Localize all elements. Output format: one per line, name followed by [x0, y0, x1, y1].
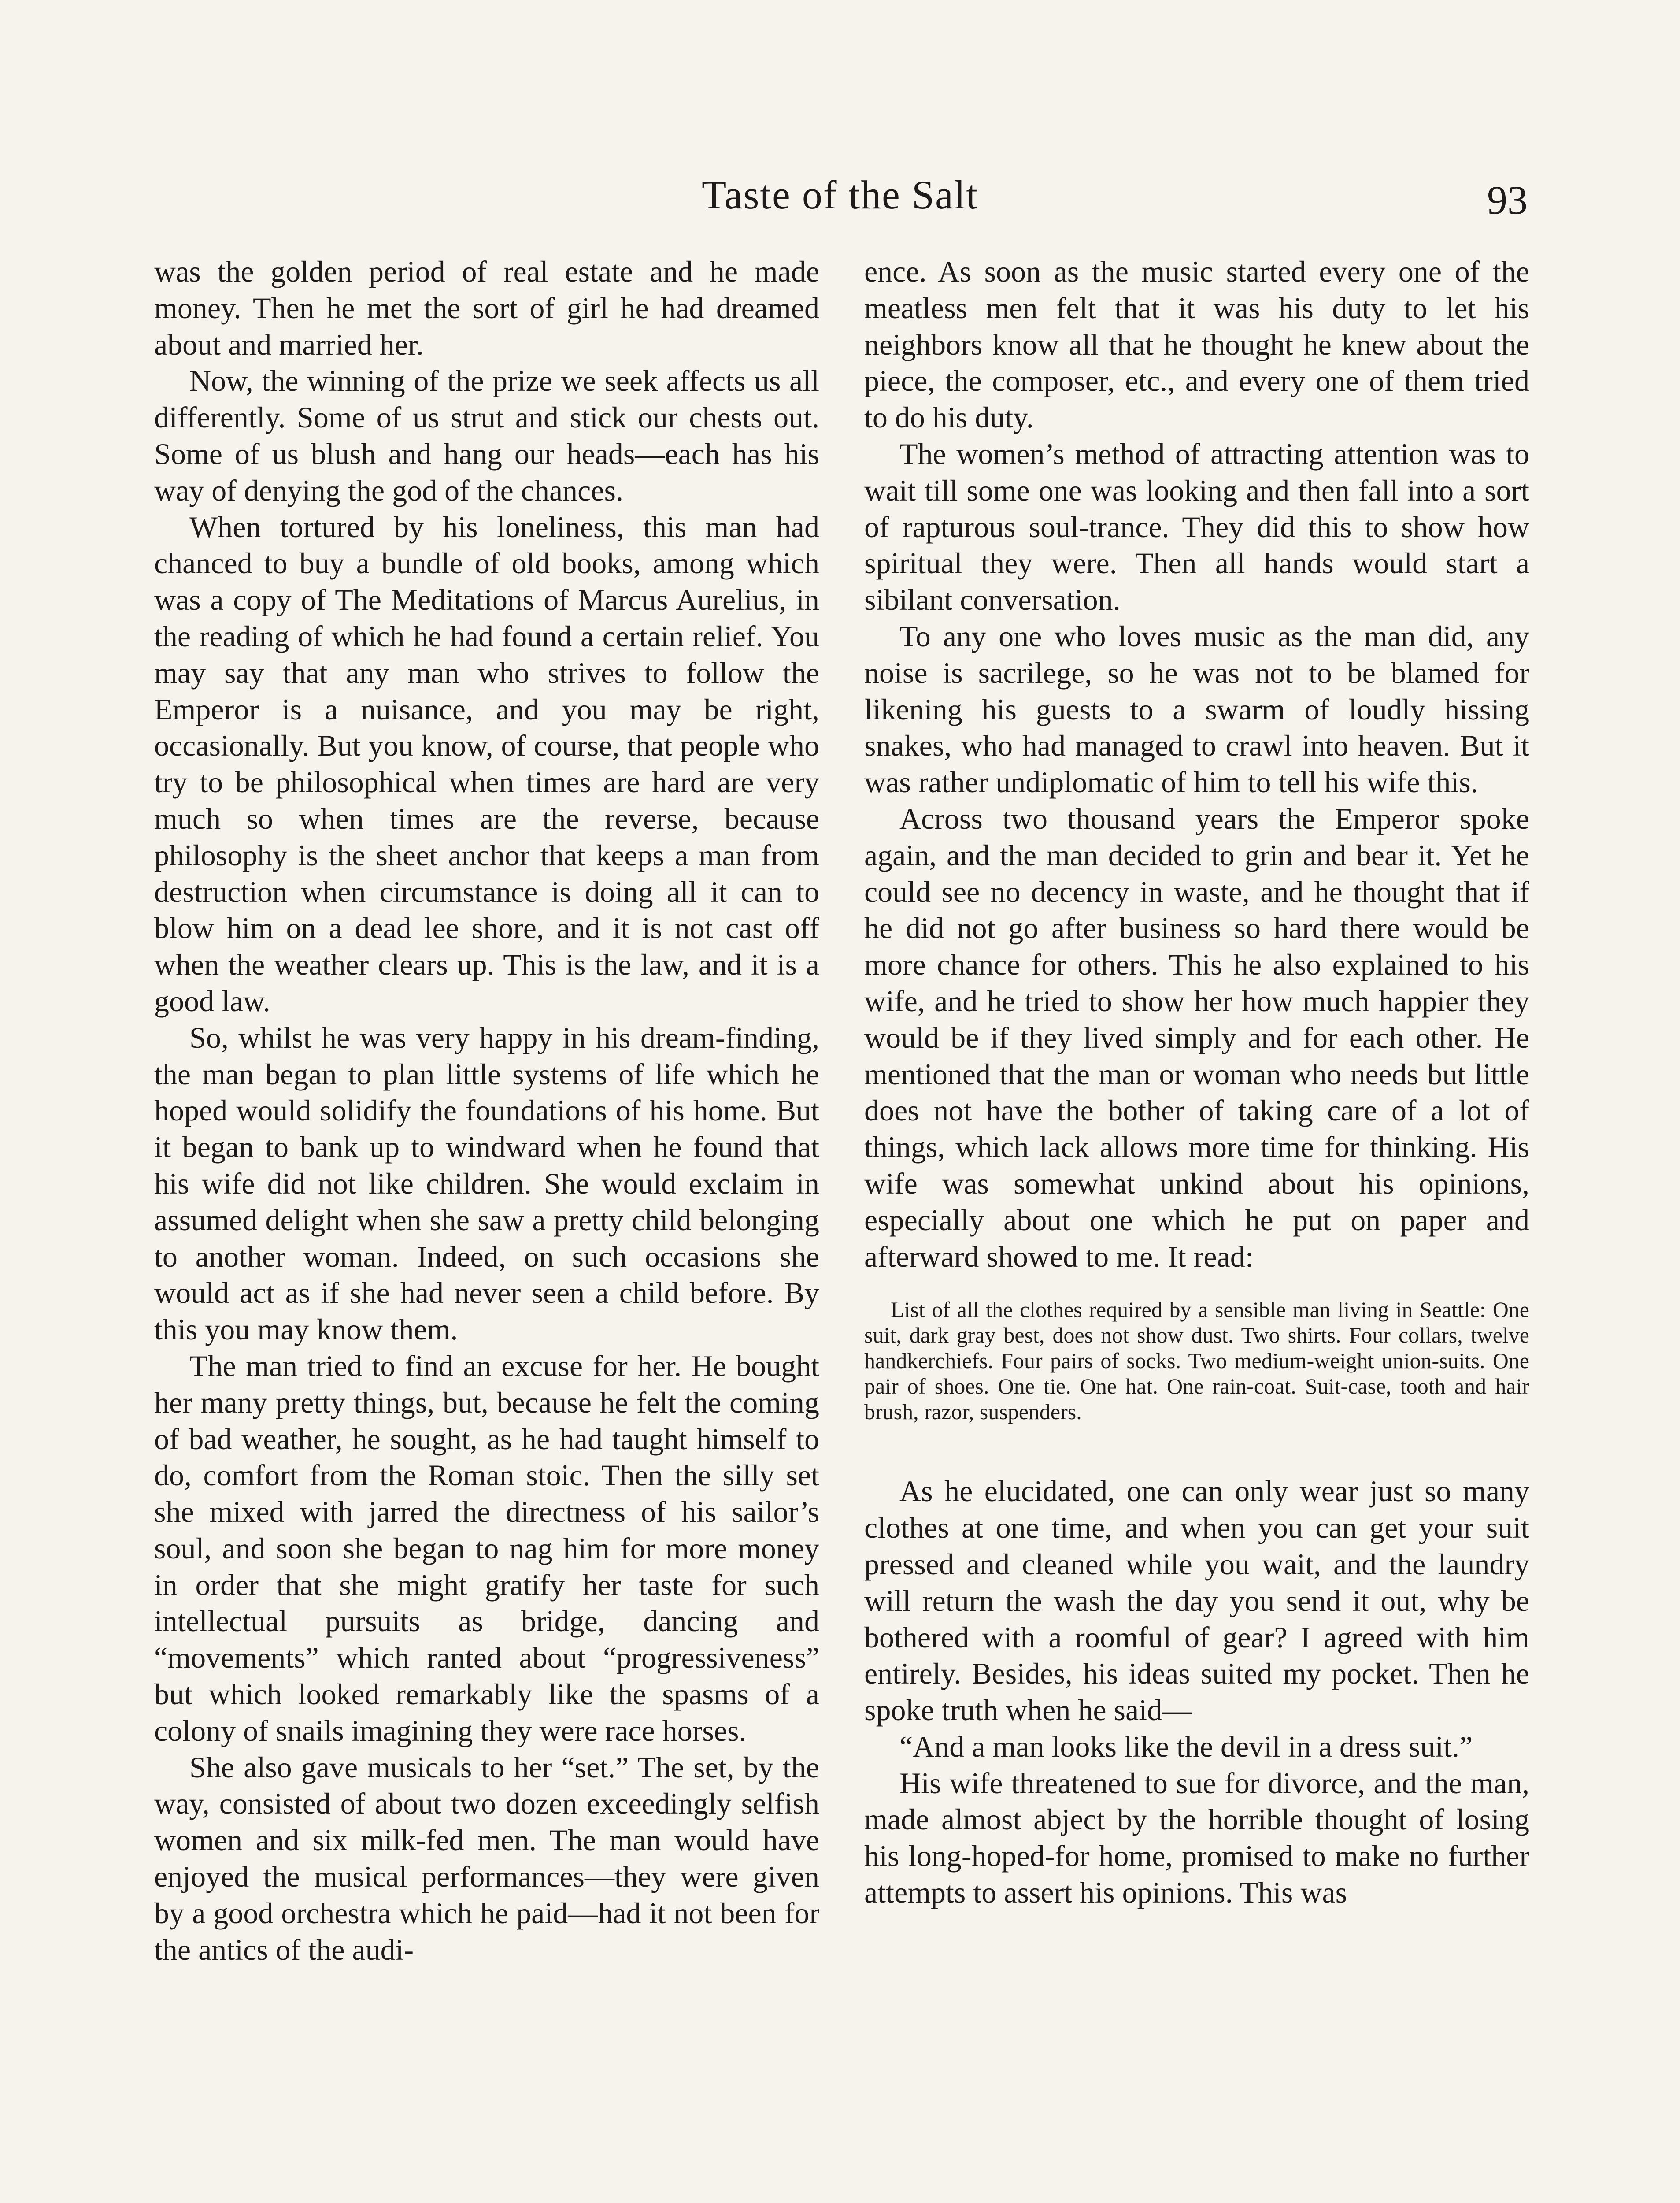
paragraph: When tortured by his loneliness, this man had chanced to buy a bundle of old books, among which was a copy of The Meditations of Marcus Aurelius, in the reading of which he had found a certain relief. You may say that any man who strives to follow the Emperor is a nuisance, and you may be right, occasionally. But you know, of course, that people who try to be philosophical when times are hard are very much so when times are the reverse, because philosophy is the sheet anchor that keeps a man from destruction when circumstance is doing all it can to blow him on a dead lee shore, and it is not cast off when the weather clears up. This is the law, and it is a good law.	[154, 510, 819, 1018]
running-title: Taste of the Salt	[702, 172, 978, 217]
paragraph: The women’s method of attracting attention was to wait till some one was looking and then fall into a sort of rapturous soul-trance. They did this to show how spiritual they were. Then all hands would start a sibilant conversation.	[864, 437, 1529, 617]
paragraph: ence. As soon as the music started every one of the meatless men felt that it was his duty to let his neighbors know all that he thought he knew about the piece, the composer, etc., and every one of them tried to do his duty.	[864, 255, 1529, 434]
page-number: 93	[1487, 178, 1528, 223]
page-header	[0, 164, 1680, 226]
paragraph: So, whilst he was very happy in his dream-finding, the man began to plan little systems of life which he hoped would solidify the foundations of his home. But it began to bank up to windward when he found that his wife did not like children. She would exclaim in assumed delight when she saw a pretty child belonging to another woman. Indeed, on such occasions she would act as if she had never seen a child before. By this you may know them.	[154, 1020, 819, 1346]
paragraph: As he elucidated, one can only wear just so many clothes at one time, and when you can get your suit pressed and cleaned while you wait, and the laundry will return the wash the day you send it out, why be bothered with a roomful of gear? I agreed with him entirely. Besides, his ideas suited my pocket. Then he spoke truth when he said—	[864, 1474, 1529, 1727]
paragraph: Now, the winning of the prize we seek affects us all differently. Some of us strut and stick our chests out. Some of us blush and hang our heads—each has his way of denying the god of the chances.	[154, 364, 819, 507]
paragraph: was the golden period of real estate and he made money. Then he met the sort of girl he had dreamed about and married her.	[154, 255, 819, 361]
paragraph: Across two thousand years the Emperor spoke again, and the man decided to grin and bear it. Yet he could see no decency in waste, and he thought that if he did not go after business so hard there would be more chance for others. This he also explained to his wife, and he tried to show her how much happier they would be if they lived simply and for each other. He mentioned that the man or woman who needs but little does not have the bother of taking care of a lot of things, which lack allows more time for thinking. His wife was somewhat unkind about his opinions, especially about one which he put on paper and afterward showed to me. It read:	[864, 801, 1529, 1273]
paragraph: His wife threatened to sue for divorce, and the man, made almost abject by the horrible thought of losing his long-hoped-for home, promised to make no further attempts to assert his opinions. This was	[864, 1766, 1529, 1910]
block-quote: List of all the clothes required by a sensible man living in Seattle: One suit, dark gray best, does not show dust. Two shirts. Four collars, twelve handkerchiefs. Four pairs of socks. Two medium-weight union-suits. One pair of shoes. One tie. One hat. One rain-coat. Suit-case, tooth and hair brush, razor, suspenders.	[864, 1297, 1529, 1424]
paragraph: She also gave musicals to her “set.” The set, by the way, consisted of about two dozen exceedingly selfish women and six milk-fed men. The man would have enjoyed the musical performances—they were given by a good orchestra which he paid—had it not been for the antics of the audi-	[154, 1750, 819, 1966]
paragraph: To any one who loves music as the man did, any noise is sacrilege, so he was not to be blamed for likening his guests to a swarm of loudly hissing snakes, who had managed to crawl into heaven. But it was rather undiplomatic of him to tell his wife this.	[864, 619, 1529, 799]
right-column	[864, 253, 1529, 1911]
paragraph: The man tried to find an excuse for her. He bought her many pretty things, but, because he felt the coming of bad weather, he sought, as he had taught himself to do, comfort from the Roman stoic. Then the silly set she mixed with jarred the directness of his sailor’s soul, and soon she began to nag him for more money in order that she might gratify her taste for such intellectual pursuits as bridge, dancing and “movements” which ranted about “progressiveness” but which looked remarkably like the spasms of a colony of snails imagining they were race horses.	[154, 1349, 819, 1747]
paragraph: “And a man looks like the devil in a dress suit.”	[899, 1729, 1473, 1763]
left-column	[154, 253, 819, 1968]
